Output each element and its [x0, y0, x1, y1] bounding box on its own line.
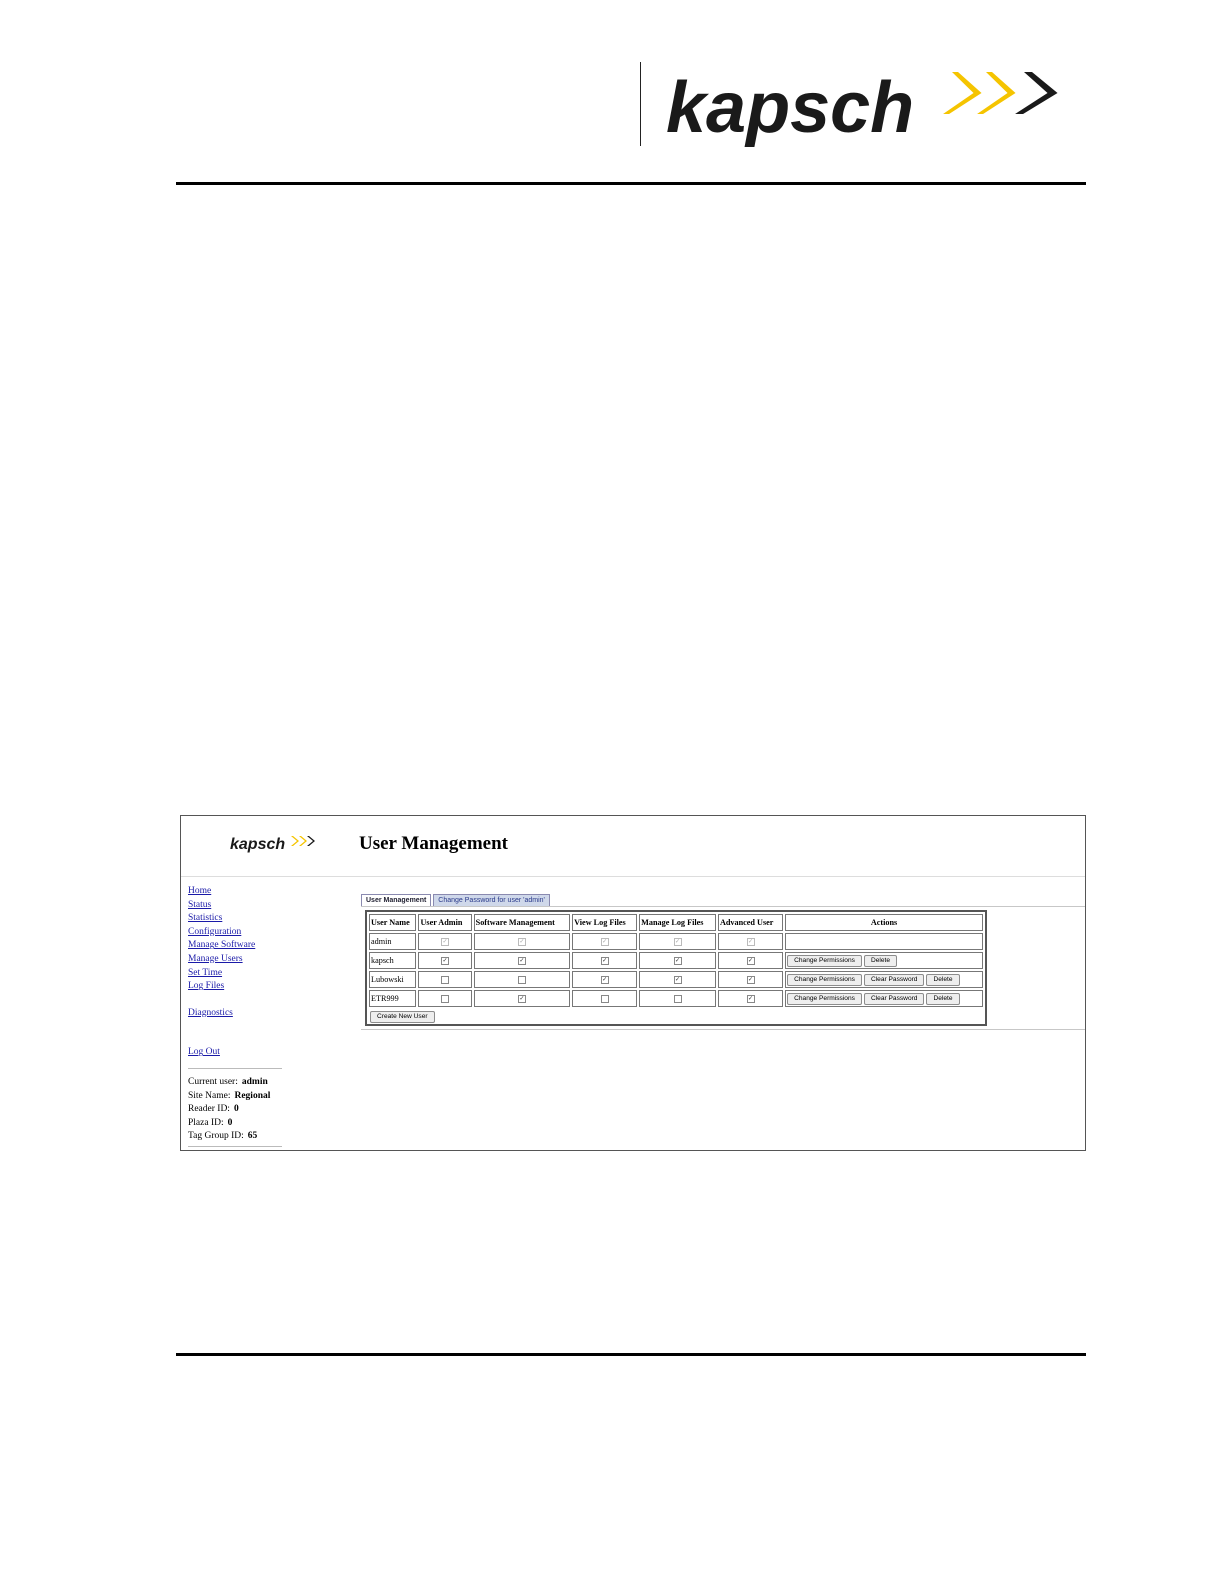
- advanced-user-cell: [718, 990, 783, 1007]
- col-manage-log-files: Manage Log Files: [639, 914, 716, 931]
- view-log-files-cell: [572, 971, 637, 988]
- chevrons-icon: [291, 836, 315, 846]
- user-name-cell: ETR999: [369, 990, 416, 1007]
- create-new-user-button[interactable]: Create New User: [370, 1011, 435, 1023]
- view-log-files-checkbox: ✓: [602, 939, 608, 946]
- manage-log-files-cell: [639, 971, 716, 988]
- table-row: [369, 952, 983, 969]
- advanced-user-checkbox[interactable]: ✓: [748, 977, 754, 984]
- nav-home[interactable]: Home: [188, 886, 212, 896]
- kapsch-logo: [664, 58, 1074, 150]
- sidebar-nav: [188, 885, 255, 1060]
- clear-password-button[interactable]: Clear Password: [864, 993, 925, 1005]
- actions-cell: [785, 971, 983, 988]
- table-row: [369, 971, 983, 988]
- sidebar-divider: [188, 1146, 282, 1147]
- panel-border: [361, 906, 1085, 907]
- actions-cell: [785, 952, 983, 969]
- svg-text:kapsch: kapsch: [666, 68, 915, 148]
- svg-text:kapsch: kapsch: [230, 836, 286, 853]
- user-admin-cell: [418, 990, 471, 1007]
- tag-group-id-value: 65: [247, 1131, 258, 1142]
- header-rule: [176, 182, 1086, 185]
- plaza-id-label: Plaza ID:: [188, 1117, 224, 1128]
- user-name-cell: kapsch: [369, 952, 416, 969]
- user-admin-cell: [418, 952, 471, 969]
- nav-log-files[interactable]: Log Files: [188, 981, 225, 992]
- software-management-cell: [474, 933, 571, 950]
- change-permissions-button[interactable]: Change Permissions: [787, 974, 862, 986]
- nav-log-out[interactable]: Log Out: [188, 1047, 220, 1058]
- tab-user-management[interactable]: User Management: [361, 894, 431, 907]
- user-admin-cell: [418, 971, 471, 988]
- delete-button[interactable]: Delete: [864, 955, 897, 967]
- user-name-cell: Lubowski: [369, 971, 416, 988]
- plaza-id-value: 0: [227, 1117, 233, 1128]
- create-user-row: [369, 1009, 983, 1024]
- col-advanced-user: Advanced User: [718, 914, 783, 931]
- view-log-files-cell: [572, 952, 637, 969]
- col-user-name: User Name: [369, 914, 416, 931]
- change-permissions-button[interactable]: Change Permissions: [787, 955, 862, 967]
- current-user-label: Current user:: [188, 1077, 238, 1087]
- delete-button[interactable]: Delete: [926, 993, 959, 1005]
- nav-status[interactable]: Status: [188, 899, 212, 910]
- advanced-user-cell: [718, 971, 783, 988]
- user-admin-checkbox[interactable]: [441, 976, 449, 984]
- header-divider: [181, 876, 1085, 877]
- manage-log-files-cell: [639, 952, 716, 969]
- users-table: [367, 912, 985, 1026]
- software-management-cell: [474, 971, 571, 988]
- change-permissions-button[interactable]: Change Permissions: [787, 993, 862, 1005]
- software-management-checkbox[interactable]: ✓: [519, 958, 525, 965]
- tag-group-id-label: Tag Group ID:: [188, 1131, 244, 1142]
- manage-log-files-cell: [639, 990, 716, 1007]
- current-user-value: admin: [241, 1077, 268, 1087]
- advanced-user-checkbox[interactable]: ✓: [748, 996, 754, 1003]
- software-management-cell: [474, 990, 571, 1007]
- manage-log-files-cell: [639, 933, 716, 950]
- view-log-files-checkbox[interactable]: ✓: [602, 958, 608, 965]
- nav-set-time[interactable]: Set Time: [188, 967, 223, 978]
- users-table-container: [365, 910, 987, 1026]
- user-admin-checkbox[interactable]: [441, 995, 449, 1003]
- advanced-user-cell: [718, 952, 783, 969]
- software-management-cell: [474, 952, 571, 969]
- tab-bar: [361, 894, 550, 906]
- tab-change-password[interactable]: Change Password for user 'admin': [433, 894, 550, 907]
- col-view-log-files: View Log Files: [572, 914, 637, 931]
- manage-log-files-checkbox[interactable]: [674, 995, 682, 1003]
- col-actions: Actions: [785, 914, 983, 931]
- nav-configuration[interactable]: Configuration: [188, 926, 242, 937]
- view-log-files-cell: [572, 990, 637, 1007]
- user-name-cell: admin: [369, 933, 416, 950]
- kapsch-logo-small: [229, 832, 321, 854]
- panel-border: [361, 1029, 1085, 1030]
- view-log-files-cell: [572, 933, 637, 950]
- reader-id-value: 0: [233, 1104, 239, 1115]
- manage-log-files-checkbox[interactable]: ✓: [675, 958, 681, 965]
- reader-id-label: Reader ID:: [188, 1104, 230, 1115]
- actions-cell: [785, 933, 983, 950]
- user-admin-checkbox: ✓: [442, 939, 448, 946]
- header-divider: [640, 62, 641, 146]
- nav-statistics[interactable]: Statistics: [188, 913, 223, 924]
- nav-diagnostics[interactable]: Diagnostics: [188, 1007, 233, 1018]
- advanced-user-checkbox[interactable]: ✓: [748, 958, 754, 965]
- clear-password-button[interactable]: Clear Password: [864, 974, 925, 986]
- sidebar-divider: [188, 1068, 282, 1069]
- advanced-user-checkbox: ✓: [748, 939, 754, 946]
- table-row: [369, 990, 983, 1007]
- site-name-value: Regional: [234, 1090, 271, 1101]
- table-header-row: [369, 914, 983, 931]
- reader-info: [188, 1076, 270, 1144]
- chevrons-icon: [943, 72, 1062, 114]
- manage-log-files-checkbox[interactable]: ✓: [675, 977, 681, 984]
- software-management-checkbox[interactable]: [518, 976, 526, 984]
- manage-log-files-checkbox: ✓: [675, 939, 681, 946]
- software-management-checkbox[interactable]: ✓: [519, 996, 525, 1003]
- nav-manage-users[interactable]: Manage Users: [188, 953, 243, 964]
- col-user-admin: User Admin: [418, 914, 471, 931]
- table-row: [369, 933, 983, 950]
- nav-manage-software[interactable]: Manage Software: [188, 940, 256, 951]
- advanced-user-cell: [718, 933, 783, 950]
- user-admin-cell: [418, 933, 471, 950]
- user-management-screenshot: [180, 815, 1086, 1151]
- software-management-checkbox: ✓: [519, 939, 525, 946]
- site-name-label: Site Name:: [188, 1090, 231, 1101]
- view-log-files-checkbox[interactable]: [601, 995, 609, 1003]
- delete-button[interactable]: Delete: [926, 974, 959, 986]
- col-software-management: Software Management: [474, 914, 571, 931]
- footer-rule: [176, 1353, 1086, 1356]
- user-admin-checkbox[interactable]: ✓: [442, 958, 448, 965]
- page-title: User Management: [359, 833, 508, 854]
- view-log-files-checkbox[interactable]: ✓: [602, 977, 608, 984]
- actions-cell: [785, 990, 983, 1007]
